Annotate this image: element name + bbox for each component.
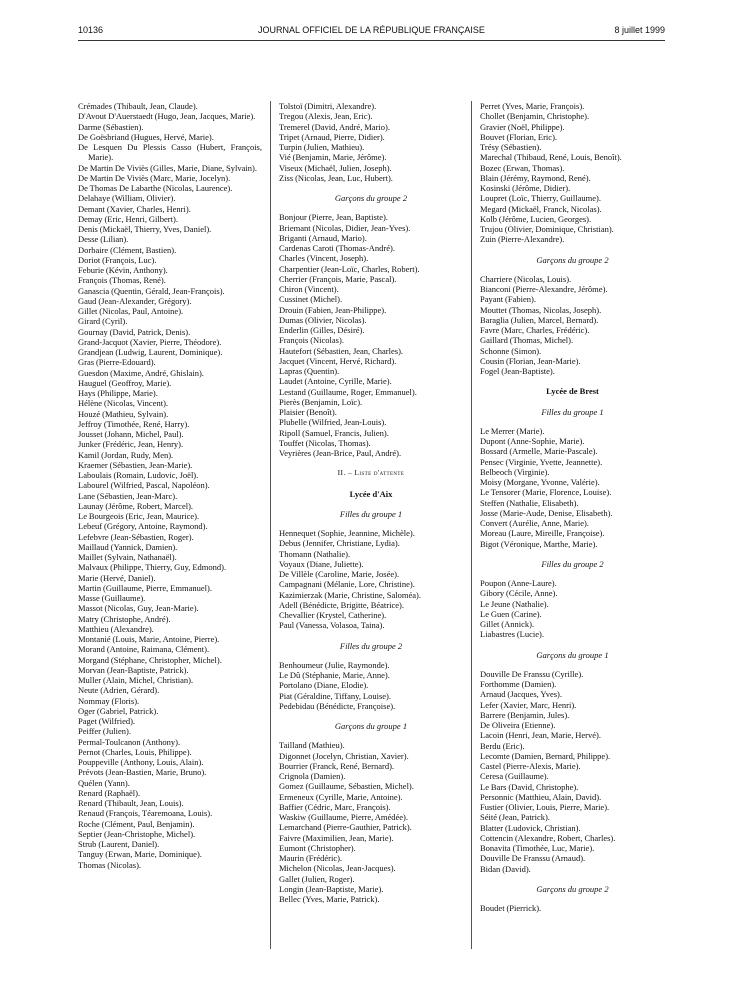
list-entry: Muller (Alain, Michel, Christian).: [78, 675, 194, 685]
list-entry: Digonnet (Jocelyn, Christian, Xavier).: [279, 750, 409, 761]
list-entry: Gibory (Cécile, Anne).: [480, 588, 558, 599]
list-entry: Loupret (Loïc, Thierry, Guillaume).: [480, 193, 601, 204]
list-entry: Guesdon (Maxime, André, Ghislain).: [78, 367, 204, 378]
list-entry: Baffier (Cédric, Marc, François).: [279, 801, 391, 812]
list-entry: Tailland (Mathieu).: [279, 740, 345, 751]
list-entry: Crignola (Damien).: [279, 771, 346, 781]
list-entry: Josse (Marie-Aude, Denise, Elisabeth).: [480, 507, 613, 518]
list-entry: Belbeoch (Virginie).: [480, 466, 550, 477]
list-entry: Crémades (Thibault, Jean, Claude).: [78, 101, 198, 111]
list-entry: Lecomte (Damien, Bernard, Philippe).: [480, 750, 611, 761]
list-entry: Kolb (Jérôme, Lucien, Georges).: [480, 213, 592, 224]
list-entry: Laboulais (Romain, Ludovic, Joël).: [78, 470, 199, 480]
list-entry: Prévots (Jean-Bastien, Marie, Bruno).: [78, 767, 207, 778]
list-entry: Castel (Pierre-Alexis, Marie).: [480, 761, 581, 771]
list-entry: Paget (Wilfried).: [78, 716, 136, 726]
list-entry: Hauguel (Geoffroy, Marie).: [78, 377, 172, 388]
list-entry: Massot (Nicolas, Guy, Jean-Marie).: [78, 603, 199, 614]
list-entry: Turpin (Julien, Mathieu).: [279, 142, 365, 152]
list-entry: D'Avout D'Auerstaedt (Hugo, Jean, Jacques, Marie).: [78, 111, 256, 122]
list-entry: Boudet (Pierrick).: [480, 903, 542, 913]
group-heading: Filles du groupe 1: [541, 406, 604, 417]
list-entry: Nommay (Floris).: [78, 695, 140, 706]
list-entry: Le Dû (Stéphanie, Marie, Anne).: [279, 670, 390, 680]
list-entry: Maillaud (Yannick, Damien).: [78, 541, 178, 552]
list-entry: Lane (Sébastien, Jean-Marc).: [78, 490, 178, 501]
list-entry: Permal-Toulcanon (Anthony).: [78, 736, 181, 747]
list-entry: Renard (Thibault, Jean, Louis).: [78, 798, 184, 808]
header-rule: [78, 40, 665, 41]
list-entry: Renard (Raphaël).: [78, 787, 141, 798]
list-entry: Hays (Philippe, Marie).: [78, 388, 158, 398]
list-entry: Doriot (François, Luc).: [78, 254, 157, 265]
journal-title: JOURNAL OFFICIEL DE LA RÉPUBLIQUE FRANÇAISE: [258, 25, 485, 35]
list-entry: Waskiw (Guillaume, Pierre, Amédée).: [279, 812, 409, 822]
list-entry: Portolano (Diane, Elodie).: [279, 680, 369, 691]
list-entry: Dupont (Anne-Sophie, Marie).: [480, 436, 585, 446]
list-entry: Veyrières (Jean-Brice, Paul, André).: [279, 448, 402, 458]
list-entry: Charriere (Nicolas, Louis).: [480, 273, 572, 284]
list-entry: Lestand (Guillaume, Roger, Emmanuel).: [279, 386, 417, 397]
list-entry: Cousin (Florian, Jean-Marie).: [480, 355, 581, 366]
list-entry: Liabastres (Lucie).: [480, 629, 544, 640]
list-entry: Kraemer (Sébastien, Jean-Marie).: [78, 459, 193, 470]
list-entry: Bigot (Véronique, Marthe, Marie).: [480, 538, 598, 549]
list-entry: Perret (Yves, Marie, François).: [480, 101, 585, 111]
list-entry: Tolstoï (Dimitri, Alexandre).: [279, 101, 377, 111]
list-entry: Peiffer (Julien).: [78, 726, 131, 737]
list-entry: Junker (Frédéric, Jean, Henry).: [78, 439, 184, 450]
list-entry: Bianconi (Pierre-Alexandre, Jérôme).: [480, 284, 608, 294]
list-entry: Ganascia (Quentin, Gérald, Jean-François).: [78, 285, 225, 296]
list-entry: Favre (Marc, Charles, Frédéric).: [480, 325, 590, 335]
list-entry: Kamil (Jordan, Rudy, Men).: [78, 449, 174, 460]
column-2: [279, 101, 463, 904]
list-entry: Le Tensorer (Marie, Florence, Louise).: [480, 487, 612, 498]
list-entry: Michelon (Nicolas, Jean-Jacques).: [279, 863, 396, 874]
list-entry: Baraglia (Julien, Marcel, Bernard).: [480, 314, 599, 325]
list-entry: Briganti (Arnaud, Mario).: [279, 232, 367, 243]
list-entry: Megard (Mickaël, Franck, Nicolas).: [480, 203, 602, 214]
list-entry: Trujou (Olivier, Dominique, Christian).: [480, 224, 614, 234]
section-heading: II. – Liste d'attente: [337, 468, 405, 478]
list-entry: Pernot (Charles, Louis, Philippe).: [78, 746, 192, 757]
list-entry: Debus (Jennifer, Christiane, Lydia).: [279, 538, 400, 549]
list-entry: Personnic (Matthieu, Alain, David).: [480, 791, 602, 802]
column-1: [78, 101, 262, 870]
list-entry: Charles (Vincent, Joseph).: [279, 253, 369, 264]
list-entry: Fogel (Jean-Baptiste).: [480, 366, 555, 376]
list-entry: Dorbaire (Clément, Bastien).: [78, 244, 177, 255]
column-divider: [471, 101, 472, 949]
list-entry: Trésy (Sébastien).: [480, 142, 542, 152]
list-entry: Gournay (David, Patrick, Denis).: [78, 326, 191, 337]
list-entry: Enderlin (Gilles, Désiré).: [279, 325, 365, 335]
list-entry: Le Bars (David, Christophe).: [480, 781, 579, 792]
list-entry: Lapras (Quentin).: [279, 366, 340, 376]
list-entry: Faivre (Maximilien, Jean, Marie).: [279, 832, 394, 843]
list-entry: Berdu (Eric).: [480, 740, 525, 751]
publication-date: 8 juillet 1999: [614, 25, 665, 35]
list-entry: Morvan (Jean-Baptiste, Patrick).: [78, 664, 189, 675]
list-entry: Hautefort (Sébastien, Jean, Charles).: [279, 345, 404, 356]
page-number: 10136: [78, 25, 104, 35]
list-entry: Ziss (Nicolas, Jean, Luc, Hubert).: [279, 172, 393, 183]
list-entry: Drouin (Fabien, Jean-Philippe).: [279, 304, 387, 315]
list-entry: Thomann (Nathalie).: [279, 548, 351, 559]
list-entry: Le Guen (Carine).: [480, 608, 542, 619]
list-entry: Schonne (Simon).: [480, 345, 542, 356]
list-entry: Demant (Xavier, Charles, Henri).: [78, 203, 191, 214]
list-entry: Blain (Jérémy, Raymond, René).: [480, 172, 591, 183]
list-entry: Payant (Fabien).: [480, 294, 536, 305]
list-entry: Convert (Aurélie, Anne, Marie).: [480, 518, 589, 528]
list-entry: Plaisier (Benoît).: [279, 407, 337, 417]
list-entry: Benhoumeur (Julie, Raymonde).: [279, 659, 390, 670]
list-entry: Dumas (Olivier, Nicolas).: [279, 314, 367, 325]
list-entry: Marie (Hervé, Daniel).: [78, 572, 156, 583]
list-entry: Tregou (Alexis, Jean, Eric).: [279, 111, 373, 122]
list-entry: Renaud (François, Téaremoana, Louis).: [78, 808, 213, 819]
list-entry: Darme (Sébastien).: [78, 121, 144, 132]
list-entry: Denis (Mickaël, Thierry, Yves, Daniel).: [78, 224, 212, 234]
list-entry: De Oliveira (Etienne).: [480, 720, 556, 730]
list-entry: Launay (Jérôme, Robert, Marcel).: [78, 500, 194, 511]
list-entry: Cussinet (Michel).: [279, 294, 343, 305]
list-entry: De Lesquen Du Plessis Casso (Hubert, François, Marie).: [78, 142, 262, 163]
list-entry: Paul (Vanessa, Volasoa, Taina).: [279, 620, 385, 631]
list-entry: Desse (Lilian).: [78, 234, 129, 245]
list-entry: Thomas (Nicolas).: [78, 859, 142, 870]
list-entry: Gillet (Annick).: [480, 619, 535, 629]
school-heading: Lycée de Brest: [546, 386, 599, 397]
list-entry: Chollet (Benjamin, Christophe).: [480, 111, 590, 122]
list-entry: Le Merrer (Marie).: [480, 425, 545, 436]
list-entry: Gillet (Nicolas, Paul, Antoine).: [78, 306, 184, 316]
list-entry: Adell (Bénédicte, Brigitte, Béatrice).: [279, 599, 404, 610]
list-entry: Barrere (Benjamin, Jules).: [480, 709, 570, 720]
list-entry: Moreau (Laure, Mireille, Françoise).: [480, 528, 605, 539]
list-entry: Gaillard (Thomas, Michel).: [480, 335, 574, 346]
list-entry: Ermeneux (Cyrille, Marie, Antoine).: [279, 791, 403, 802]
list-entry: Douville De Franssu (Cyrille).: [480, 668, 584, 679]
list-entry: Touffet (Nicolas, Thomas).: [279, 437, 371, 448]
list-entry: Vié (Benjamin, Marie, Jérôme).: [279, 152, 387, 163]
list-entry: Campagnani (Mélanie, Lore, Christine).: [279, 579, 415, 590]
list-entry: Septier (Jean-Christophe, Michel).: [78, 828, 196, 839]
list-entry: Jousset (Johann, Michel, Paul).: [78, 429, 184, 439]
list-entry: Steffen (Nathalie, Elisabeth).: [480, 497, 579, 508]
list-entry: Viseux (Michaël, Julien, Joseph).: [279, 162, 392, 173]
list-entry: Morand (Antoine, Raimana, Clément).: [78, 644, 210, 655]
list-entry: Malvaux (Philippe, Thierry, Guy, Edmond).: [78, 562, 227, 573]
list-entry: De Thomas De Labarthe (Nicolas, Laurence).: [78, 183, 233, 193]
list-entry: Kazimierzak (Marie, Christine, Saloméa).: [279, 589, 421, 600]
list-entry: Bourrier (Franck, René, Bernard).: [279, 760, 395, 771]
list-entry: Poupon (Anne-Laure).: [480, 578, 557, 588]
list-entry: Arnaud (Jacques, Yves).: [480, 689, 562, 700]
list-entry: Plubelle (Wilfried, Jean-Louis).: [279, 417, 387, 428]
list-entry: Marechal (Thibaud, René, Louis, Benoît).: [480, 152, 622, 163]
group-heading: Filles du groupe 1: [339, 508, 403, 519]
list-entry: Bouvet (Florian, Eric).: [480, 131, 558, 142]
group-heading: Garçons du groupe 2: [536, 883, 609, 894]
list-entry: Bonavita (Timothée, Luc, Marie).: [480, 843, 595, 853]
list-entry: Bellec (Yves, Marie, Patrick).: [279, 894, 380, 904]
list-entry: Demay (Eric, Henri, Gilbert).: [78, 213, 178, 224]
list-entry: Ceresa (Guillaume).: [480, 771, 549, 782]
list-entry: Tripet (Arnaud, Pierre, Didier).: [279, 131, 385, 142]
list-entry: Feburie (Kévin, Anthony).: [78, 265, 168, 275]
list-entry: Maillet (Sylvain, Nathanaël).: [78, 552, 177, 562]
list-entry: Piat (Géraldine, Tiffany, Louise).: [279, 690, 392, 701]
list-entry: Morgand (Stéphane, Christopher, Michel).: [78, 654, 222, 665]
list-entry: De Martin De Viviès (Marc, Marie, Jocelyn).: [78, 172, 231, 183]
list-entry: Voyaux (Diane, Juliette).: [279, 558, 364, 569]
list-entry: Grandjean (Ludwig, Laurent, Dominique).: [78, 347, 223, 357]
list-entry: Delahaye (William, Olivier).: [78, 193, 176, 204]
list-entry: Mouttet (Thomas, Nicolas, Joseph).: [480, 304, 602, 315]
list-entry: Zuin (Pierre-Alexandre).: [480, 234, 565, 245]
list-entry: Gras (Pierre-Edouard).: [78, 357, 156, 368]
list-entry: Séité (Jean, Patrick).: [480, 812, 550, 823]
list-entry: Gallet (Julien, Roger).: [279, 873, 355, 884]
group-heading: Filles du groupe 2: [339, 640, 403, 651]
list-entry: Chiron (Vincent).: [279, 284, 339, 294]
list-entry: François (Thomas, René).: [78, 275, 166, 286]
list-entry: Maurin (Frédéric).: [279, 853, 343, 863]
list-entry: Girard (Cyril).: [78, 316, 128, 327]
list-entry: Quélen (Yann).: [78, 777, 130, 788]
list-entry: Douville De Franssu (Arnaud).: [480, 853, 586, 864]
list-entry: Pedebidau (Bénédicte, Françoise).: [279, 700, 396, 711]
list-entry: Roche (Clément, Paul, Benjamin).: [78, 818, 195, 829]
list-entry: Matthieu (Alexandre).: [78, 623, 154, 634]
list-entry: Strub (Laurent, Daniel).: [78, 839, 160, 849]
list-entry: Houzé (Mathieu, Sylvain).: [78, 408, 169, 419]
list-entry: Martin (Guillaume, Pierre, Emmanuel).: [78, 582, 212, 593]
group-heading: Garçons du groupe 2: [536, 254, 609, 265]
list-entry: Bossard (Armelle, Marie-Pascale).: [480, 446, 598, 457]
list-entry: Pensec (Virginie, Yvette, Jeannette).: [480, 456, 603, 467]
list-entry: Blatter (Ludovick, Christian).: [480, 822, 581, 833]
list-entry: De Goësbriand (Hugues, Hervé, Marie).: [78, 131, 214, 142]
school-heading: Lycée d'Aix: [349, 488, 393, 499]
list-entry: Gaud (Jean-Alexander, Grégory).: [78, 295, 192, 306]
list-entry: Tremerel (David, André, Mario).: [279, 121, 390, 132]
group-heading: Garçons du groupe 2: [334, 193, 408, 203]
list-entry: Masse (Guillaume).: [78, 593, 146, 603]
list-entry: Bidan (David).: [480, 863, 531, 874]
list-entry: Chevallier (Krystel, Catherine).: [279, 610, 387, 620]
column-divider: [270, 101, 271, 949]
list-entry: Matry (Christophe, André).: [78, 613, 171, 624]
list-entry: Gomez (Guillaume, Sébastien, Michel).: [279, 781, 414, 792]
list-entry: Labourel (Wilfried, Pascal, Napoléon).: [78, 480, 210, 491]
list-entry: Laudet (Antoine, Cyrille, Marie).: [279, 376, 392, 387]
list-entry: Cottencin (Alexandre, Robert, Charles).: [480, 832, 616, 843]
list-entry: De Villèle (Caroline, Marie, Josée).: [279, 569, 400, 579]
list-entry: Lefer (Xavier, Marc, Henri).: [480, 699, 577, 710]
list-entry: Lebeuf (Grégory, Antoine, Raymond).: [78, 521, 208, 532]
list-entry: Moisy (Morgane, Yvonne, Valérie).: [480, 477, 600, 487]
list-entry: Pierès (Benjamin, Loïc).: [279, 396, 363, 407]
list-entry: Longin (Jean-Baptiste, Marie).: [279, 883, 384, 894]
group-heading: Garçons du groupe 1: [536, 649, 609, 660]
list-entry: Oger (Gabriel, Patrick).: [78, 705, 159, 716]
list-entry: Le Jeune (Nathalie).: [480, 598, 549, 609]
list-entry: Ripoll (Samuel, Francis, Julien).: [279, 427, 389, 438]
list-entry: Neute (Adrien, Gérard).: [78, 685, 160, 696]
list-entry: Gravier (Noël, Philippe).: [480, 121, 565, 132]
list-entry: Tanguy (Erwan, Marie, Dominique).: [78, 849, 202, 860]
list-entry: Jacquet (Vincent, Hervé, Richard).: [279, 355, 397, 366]
list-entry: Pouppeville (Anthony, Louis, Alain).: [78, 757, 204, 767]
list-entry: Hennequet (Sophie, Jeannine, Michèle).: [279, 528, 415, 538]
list-entry: Forthomme (Damien).: [480, 679, 557, 689]
list-entry: Cardenas Caroti (Thomas-André).: [279, 243, 395, 253]
list-entry: Charpentier (Jean-Loïc, Charles, Robert).: [279, 263, 420, 274]
list-entry: Hélène (Nicolas, Vincent).: [78, 398, 169, 409]
group-heading: Garçons du groupe 1: [334, 721, 408, 731]
list-entry: Montanié (Louis, Marie, Antoine, Pierre).: [78, 634, 220, 644]
list-entry: Briemant (Nicolas, Didier, Jean-Yves).: [279, 222, 411, 233]
list-entry: Bozec (Erwan, Thomas).: [480, 162, 565, 173]
list-entry: Lemarchand (Pierre-Gauthier, Patrick).: [279, 822, 412, 833]
list-entry: Le Bourgeois (Eric, Jean, Maurice).: [78, 511, 200, 521]
list-entry: Jeffroy (Timothée, René, Harry).: [78, 418, 190, 429]
group-heading: Filles du groupe 2: [541, 558, 604, 569]
list-entry: Eumont (Christopher).: [279, 842, 356, 853]
list-entry: Cherrier (François, Marie, Pascal).: [279, 273, 397, 284]
page-header: [78, 23, 665, 37]
list-entry: Bonjour (Pierre, Jean, Baptiste).: [279, 212, 388, 223]
column-3: [480, 101, 665, 913]
list-entry: Lacoin (Henri, Jean, Marie, Hervé).: [480, 730, 601, 741]
list-entry: Kosinski (Jérôme, Didier).: [480, 183, 571, 193]
list-entry: Grand-Jacquot (Xavier, Pierre, Théodore).: [78, 336, 222, 347]
list-entry: De Martin De Viviès (Gilles, Marie, Diane, Sylvain).: [78, 162, 257, 173]
list-entry: Fustier (Olivier, Louis, Pierre, Marie).: [480, 802, 610, 812]
list-entry: François (Nicolas).: [279, 335, 344, 346]
list-entry: Lefebvre (Jean-Sébastien, Roger).: [78, 531, 194, 542]
